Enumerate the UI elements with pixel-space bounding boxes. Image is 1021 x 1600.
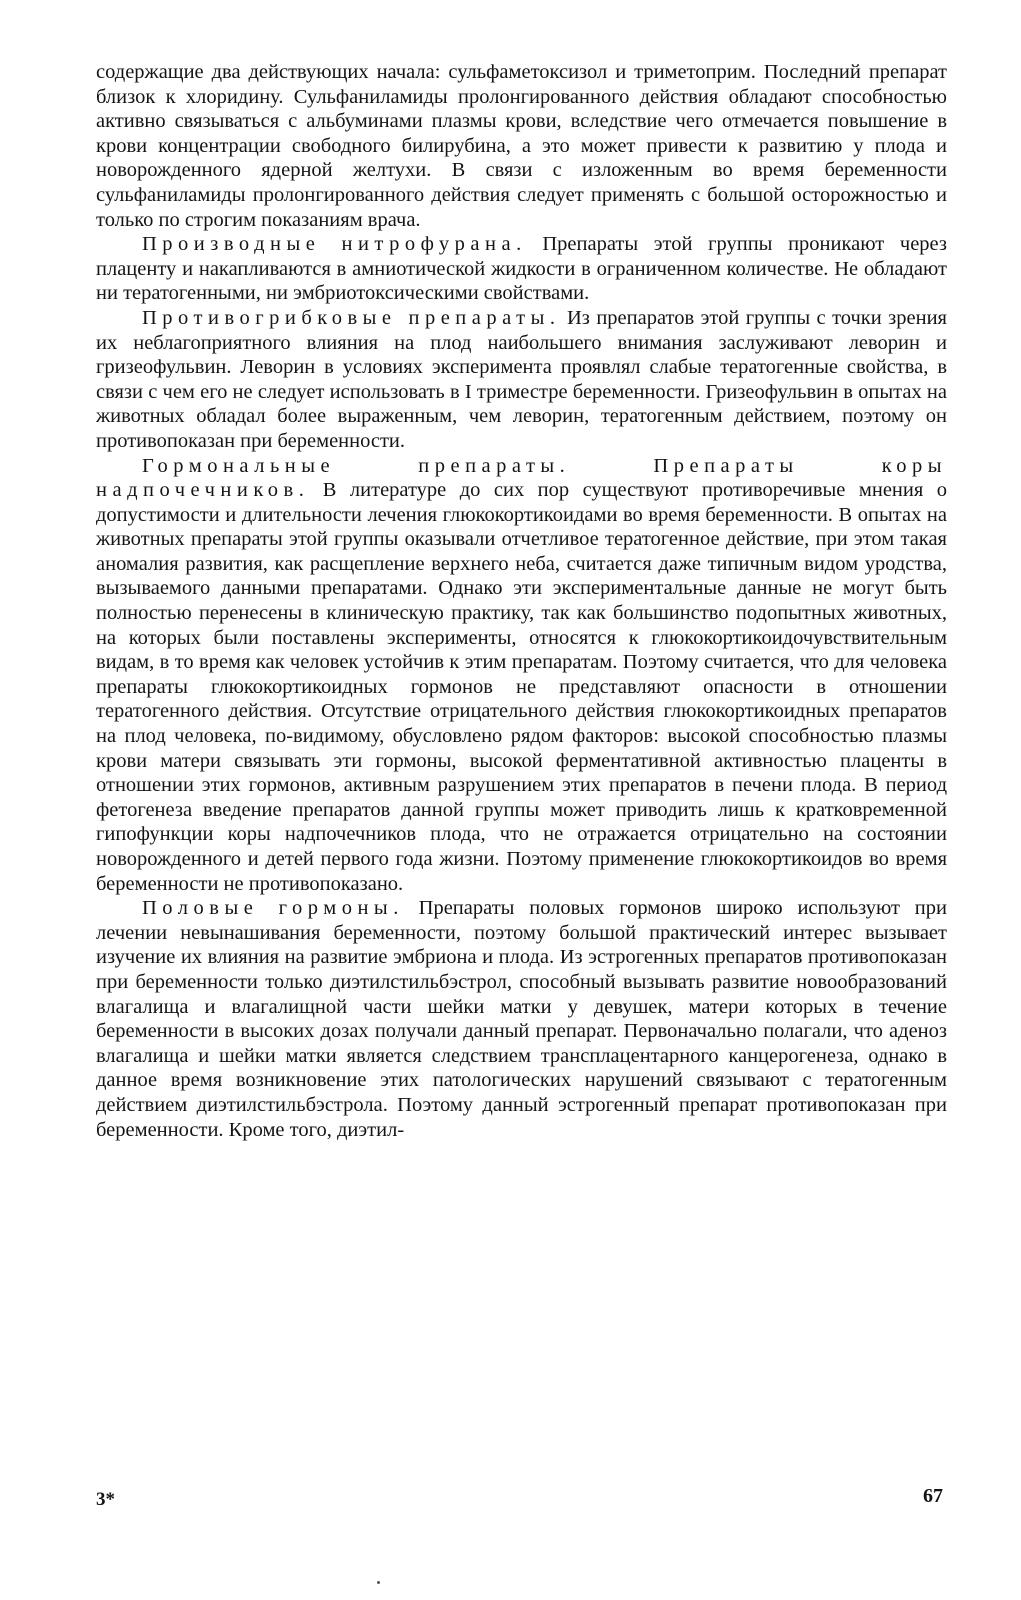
signature-mark: 3*	[96, 1489, 115, 1510]
paragraph-text: Препараты половых гормонов широко используют при лечении невынашивания беременности, поэтому большой практический интерес вызывает изучение их влияния на развитие эмбриона и плода. Из эстрогенных препаратов противопоказан при беременности только диэтилстильбэстрол, способный вызывать развитие новообразований влагалища и влагалищной части шейки матки у девушек, матери которых в течение беременности в высоких дозах получали данный препарат. Первоначально полагали, что аденоз влагалища и шейки матки является следствием трансплацентарного канцерогенеза, однако в данное время возникновение этих патологических нарушений связывают с тератогенным действием диэтилстильбэстрола. Поэтому данный эстрогенный препарат противопоказан при беременности. Кроме того, диэтил-	[96, 897, 947, 1141]
paragraph-nitrofuran	[96, 232, 947, 306]
paragraph-text: Препараты этой группы проникают через плаценту и накапливаются в амниотической жидкости в ограниченном количестве. Не обладают ни тератогенными, ни эмбриотоксическими свойствами.	[96, 233, 947, 305]
section-heading: Половые гормоны.	[142, 897, 404, 920]
paragraph-text: Из препаратов этой группы с точки зрения их неблагоприятного влияния на плод наибольшего внимания заслуживают леворин и гризеофульвин. Леворин в условиях эксперимента проявлял слабые тератогенные свойства, в связи с чем его не следует использовать в I триместре беременности. Гризеофульвин в опытах на животных обладал более выраженным, чем леворин, тератогенным действием, поэтому он противопоказан при беременности.	[96, 306, 947, 452]
paragraph-continuation	[96, 60, 947, 232]
paragraph-hormonal	[96, 454, 947, 897]
page-number: 67	[923, 1485, 943, 1507]
paragraph-antifungal	[96, 306, 947, 454]
section-heading: Противогрибковые препараты.	[142, 306, 561, 329]
paragraph-text: В литературе до сих пор существуют противоречивые мнения о допустимости и длительности лечения глюкокортикоидами во время беременности. В опытах на животных препараты этой группы оказывали отчетливое тератогенное действие, при этом такая аномалия развития, как расщепление верхнего неба, считается даже типичным видом уродства, вызываемого данными препаратами. Однако эти экспериментальные данные не могут быть полностью перенесены в клиническую практику, так как большинство подопытных животных, на которых были поставлены эксперименты, относятся к глюкокортикоидочувствительным видам, в то время как человек устойчив к этим препаратам. Поэтому считается, что для человека препараты глюкокортикоидных гормонов не представляют опасности в отношении тератогенного действия. Отсутствие отрицательного действия глюкокортикоидных препаратов на плод человека, по-видимому, обусловлено рядом факторов: высокой способностью плазмы крови матери связывать эти гормоны, высокой ферментативной активностью плаценты в отношении этих гормонов, активным разрушением этих препаратов в печени плода. В период фетогенеза введение препаратов данной группы может приводить лишь к кратковременной гипофункции коры надпочечников плода, что не отражается отрицательно на состоянии новорожденного и детей первого года жизни. Поэтому применение глюкокортикоидов во время беременности не противопоказано.	[96, 479, 947, 895]
paragraph-text: содержащие два действующих начала: сульфаметоксизол и триметоприм. Последний препарат близок к хлоридину. Сульфаниламиды пролонгированного действия обладают способностью активно связываться с альбуминами плазмы крови, вследствие чего отмечается повышение в крови концентрации свободного билирубина, а это может привести к развитию у плода и новорожденного ядерной желтухи. В связи с изложенным во время беременности сульфаниламиды пролонгированного действия следует применять с большой осторожностью и только по строгим показаниям врача.	[96, 61, 947, 231]
page-body	[96, 60, 947, 1142]
section-heading: Производные нитрофурана.	[142, 233, 527, 256]
paragraph-sex-hormones	[96, 896, 947, 1142]
section-heading: Гормональные препараты. Препараты коры надпочечников.	[96, 454, 947, 502]
print-speck	[377, 1581, 380, 1584]
